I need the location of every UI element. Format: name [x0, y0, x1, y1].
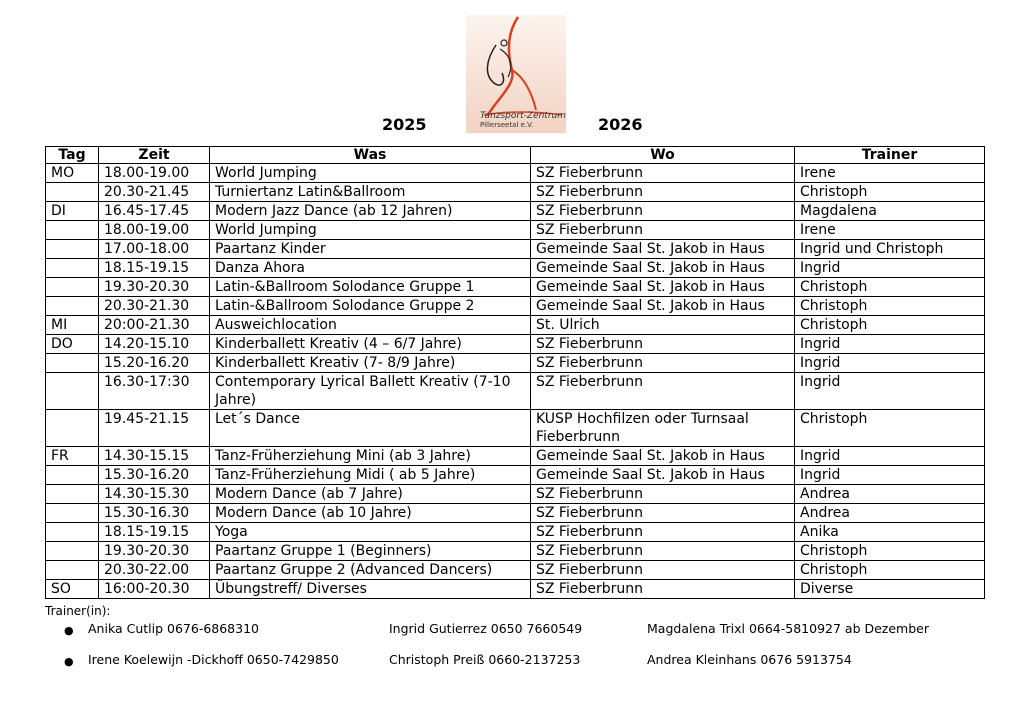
cell-trainer: Irene [795, 221, 985, 240]
cell-zeit: 20:00-21.30 [99, 316, 210, 335]
logo-line1: Tanzsport-Zentrum [480, 111, 566, 121]
cell-trainer: Diverse [795, 580, 985, 599]
table-row [46, 523, 985, 542]
cell-was: Modern Dance (ab 10 Jahre) [210, 504, 531, 523]
table-row [46, 354, 985, 373]
header-tag: Tag [46, 147, 99, 164]
cell-trainer: Andrea [795, 504, 985, 523]
table-row [46, 240, 985, 259]
trainer-entry: Ingrid Gutierrez 0650 7660549 [389, 621, 583, 636]
cell-zeit: 15.30-16.30 [99, 504, 210, 523]
cell-tag: SO [46, 580, 99, 599]
cell-wo: SZ Fieberbrunn [531, 504, 795, 523]
cell-tag [46, 297, 99, 316]
cell-was: Modern Dance (ab 7 Jahre) [210, 485, 531, 504]
cell-zeit: 14.20-15.10 [99, 335, 210, 354]
cell-zeit: 18.15-19.15 [99, 523, 210, 542]
schedule-body [46, 164, 985, 599]
cell-zeit: 16:00-20.30 [99, 580, 210, 599]
table-row [46, 297, 985, 316]
cell-wo: Gemeinde Saal St. Jakob in Haus [531, 259, 795, 278]
cell-wo: SZ Fieberbrunn [531, 580, 795, 599]
cell-tag [46, 485, 99, 504]
cell-zeit: 20.30-21.30 [99, 297, 210, 316]
cell-wo: Gemeinde Saal St. Jakob in Haus [531, 240, 795, 259]
cell-wo: SZ Fieberbrunn [531, 221, 795, 240]
cell-trainer: Ingrid [795, 466, 985, 485]
cell-was: Latin-&Ballroom Solodance Gruppe 2 [210, 297, 531, 316]
cell-trainer: Ingrid [795, 259, 985, 278]
year-end: 2026 [598, 115, 643, 134]
cell-wo: SZ Fieberbrunn [531, 202, 795, 221]
table-row [46, 164, 985, 183]
cell-was: Paartanz Gruppe 1 (Beginners) [210, 542, 531, 561]
cell-wo: Gemeinde Saal St. Jakob in Haus [531, 466, 795, 485]
cell-tag [46, 354, 99, 373]
cell-tag [46, 259, 99, 278]
cell-was: Danza Ahora [210, 259, 531, 278]
cell-zeit: 14.30-15.30 [99, 485, 210, 504]
table-row [46, 316, 985, 335]
cell-was: Tanz-Früherziehung Midi ( ab 5 Jahre) [210, 466, 531, 485]
trainer-entry: Andrea Kleinhans 0676 5913754 [647, 652, 852, 667]
table-row [46, 542, 985, 561]
cell-wo: KUSP Hochfilzen oder Turnsaal Fieberbrunn [531, 410, 795, 447]
cell-trainer: Irene [795, 164, 985, 183]
bullet-icon: ● [64, 624, 74, 637]
cell-zeit: 19.30-20.30 [99, 278, 210, 297]
cell-trainer: Christoph [795, 278, 985, 297]
cell-wo: St. Ulrich [531, 316, 795, 335]
table-row [46, 485, 985, 504]
cell-was: Kinderballett Kreativ (4 – 6/7 Jahre) [210, 335, 531, 354]
cell-tag: FR [46, 447, 99, 466]
cell-tag: DO [46, 335, 99, 354]
table-row [46, 278, 985, 297]
cell-tag [46, 410, 99, 447]
cell-tag [46, 523, 99, 542]
table-row [46, 466, 985, 485]
cell-tag [46, 561, 99, 580]
cell-was: Paartanz Gruppe 2 (Advanced Dancers) [210, 561, 531, 580]
cell-wo: SZ Fieberbrunn [531, 523, 795, 542]
cell-wo: SZ Fieberbrunn [531, 164, 795, 183]
table-row [46, 335, 985, 354]
cell-tag: MI [46, 316, 99, 335]
cell-zeit: 18.00-19.00 [99, 221, 210, 240]
cell-tag [46, 542, 99, 561]
trainer-list-title: Trainer(in): [45, 604, 111, 618]
header-wo: Wo [531, 147, 795, 164]
cell-trainer: Christoph [795, 561, 985, 580]
table-row [46, 410, 985, 447]
cell-zeit: 15.30-16.20 [99, 466, 210, 485]
header-zeit: Zeit [99, 147, 210, 164]
header-was: Was [210, 147, 531, 164]
table-row [46, 202, 985, 221]
cell-wo: Gemeinde Saal St. Jakob in Haus [531, 297, 795, 316]
cell-wo: SZ Fieberbrunn [531, 373, 795, 410]
cell-wo: SZ Fieberbrunn [531, 335, 795, 354]
trainer-entry: Christoph Preiß 0660-2137253 [389, 652, 581, 667]
table-row [46, 373, 985, 410]
cell-was: Yoga [210, 523, 531, 542]
cell-tag: MO [46, 164, 99, 183]
cell-tag: DI [46, 202, 99, 221]
cell-wo: SZ Fieberbrunn [531, 354, 795, 373]
table-row [46, 580, 985, 599]
cell-tag [46, 240, 99, 259]
cell-was: Let´s Dance [210, 410, 531, 447]
trainer-entry: Irene Koelewijn -Dickhoff 0650-7429850 [88, 652, 339, 667]
cell-tag [46, 278, 99, 297]
cell-was: Kinderballett Kreativ (7- 8/9 Jahre) [210, 354, 531, 373]
cell-wo: SZ Fieberbrunn [531, 485, 795, 504]
cell-trainer: Christoph [795, 183, 985, 202]
cell-trainer: Anika [795, 523, 985, 542]
cell-zeit: 19.45-21.15 [99, 410, 210, 447]
cell-tag [46, 183, 99, 202]
table-row [46, 504, 985, 523]
cell-trainer: Ingrid [795, 373, 985, 410]
cell-trainer: Christoph [795, 316, 985, 335]
cell-zeit: 20.30-21.45 [99, 183, 210, 202]
table-row [46, 561, 985, 580]
cell-zeit: 18.00-19.00 [99, 164, 210, 183]
cell-tag [46, 221, 99, 240]
cell-wo: SZ Fieberbrunn [531, 542, 795, 561]
cell-was: World Jumping [210, 164, 531, 183]
cell-zeit: 16.45-17.45 [99, 202, 210, 221]
cell-trainer: Andrea [795, 485, 985, 504]
table-row [46, 259, 985, 278]
dance-center-logo [466, 15, 566, 133]
cell-wo: Gemeinde Saal St. Jakob in Haus [531, 278, 795, 297]
cell-trainer: Magdalena [795, 202, 985, 221]
table-row [46, 221, 985, 240]
trainer-entry: Magdalena Trixl 0664-5810927 ab Dezember [647, 621, 929, 636]
cell-was: Turniertanz Latin&Ballroom [210, 183, 531, 202]
cell-trainer: Ingrid und Christoph [795, 240, 985, 259]
cell-trainer: Ingrid [795, 447, 985, 466]
cell-trainer: Ingrid [795, 335, 985, 354]
cell-was: Tanz-Früherziehung Mini (ab 3 Jahre) [210, 447, 531, 466]
cell-was: Ausweichlocation [210, 316, 531, 335]
cell-was: Paartanz Kinder [210, 240, 531, 259]
table-row [46, 183, 985, 202]
cell-wo: SZ Fieberbrunn [531, 561, 795, 580]
cell-zeit: 19.30-20.30 [99, 542, 210, 561]
cell-zeit: 16.30-17:30 [99, 373, 210, 410]
schedule-table [45, 146, 985, 599]
year-start: 2025 [382, 115, 427, 134]
cell-was: Modern Jazz Dance (ab 12 Jahren) [210, 202, 531, 221]
table-row [46, 447, 985, 466]
cell-trainer: Ingrid [795, 354, 985, 373]
cell-trainer: Christoph [795, 542, 985, 561]
cell-tag [46, 373, 99, 410]
cell-trainer: Christoph [795, 410, 985, 447]
cell-zeit: 20.30-22.00 [99, 561, 210, 580]
table-header-row [46, 147, 985, 164]
cell-wo: Gemeinde Saal St. Jakob in Haus [531, 447, 795, 466]
cell-zeit: 18.15-19.15 [99, 259, 210, 278]
bullet-icon: ● [64, 655, 74, 668]
cell-was: World Jumping [210, 221, 531, 240]
cell-trainer: Christoph [795, 297, 985, 316]
cell-zeit: 15.20-16.20 [99, 354, 210, 373]
cell-was: Contemporary Lyrical Ballett Kreativ (7-10 Jahre) [210, 373, 531, 410]
cell-tag [46, 466, 99, 485]
cell-zeit: 17.00-18.00 [99, 240, 210, 259]
header-trainer: Trainer [795, 147, 985, 164]
cell-wo: SZ Fieberbrunn [531, 183, 795, 202]
trainer-entry: Anika Cutlip 0676-6868310 [88, 621, 259, 636]
cell-was: Latin-&Ballroom Solodance Gruppe 1 [210, 278, 531, 297]
cell-zeit: 14.30-15.15 [99, 447, 210, 466]
cell-was: Übungstreff/ Diverses [210, 580, 531, 599]
cell-tag [46, 504, 99, 523]
logo-line2: Pillerseetal e.V. [480, 121, 534, 129]
